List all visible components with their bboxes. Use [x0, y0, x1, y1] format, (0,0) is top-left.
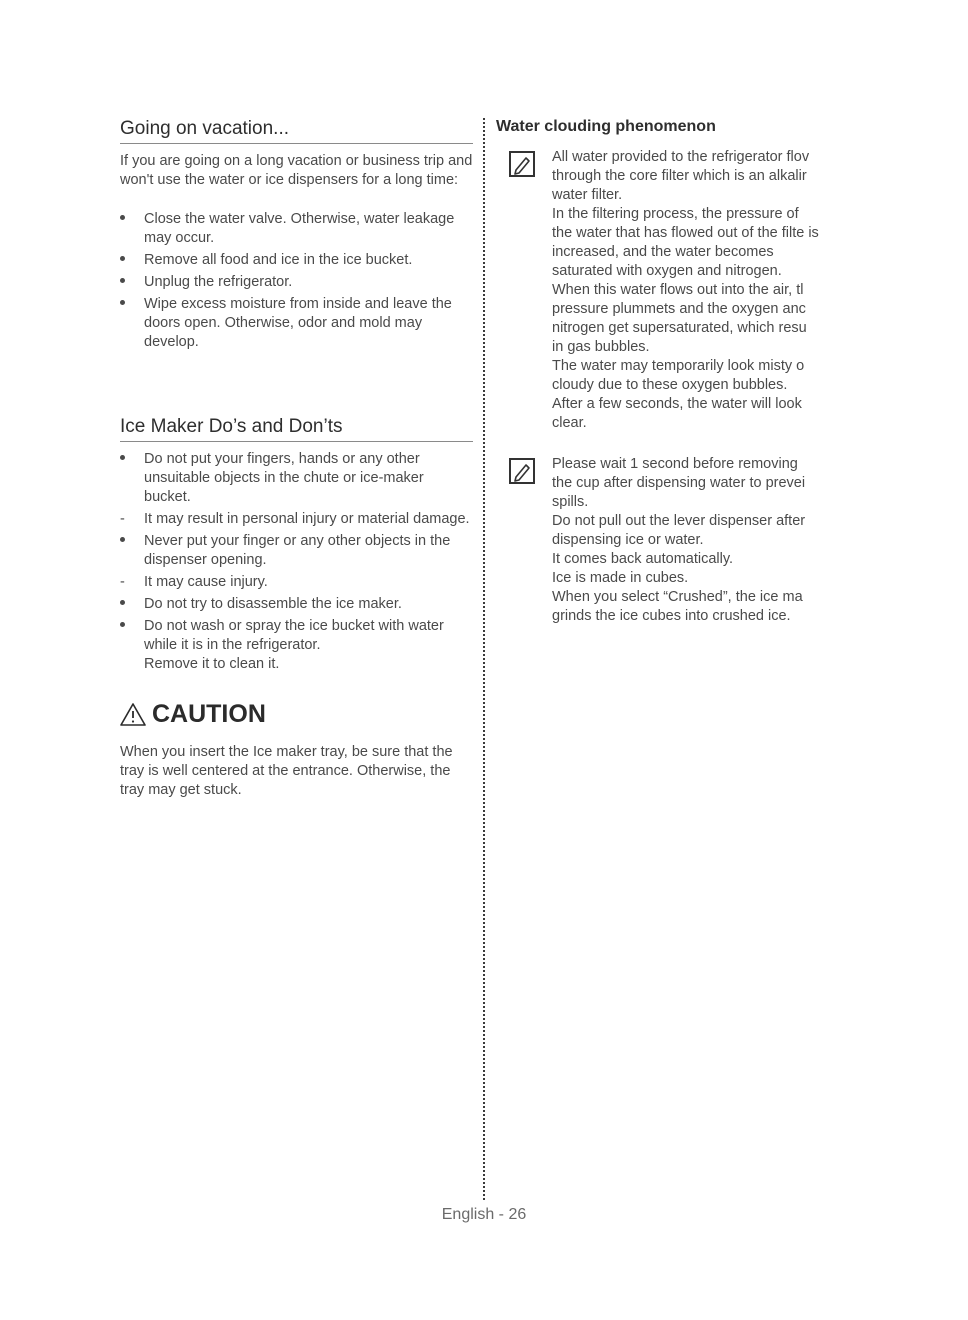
list-item: - It may cause injury. — [120, 574, 268, 590]
bullet-icon — [120, 595, 134, 614]
note-line: Do not pull out the lever dispenser after dispensing ice or water. — [552, 513, 806, 548]
bullet-icon — [120, 210, 134, 229]
note-icon — [508, 457, 536, 485]
warning-icon — [120, 703, 146, 726]
vacation-section — [120, 118, 473, 352]
list-item: Unplug the refrigerator. — [120, 273, 473, 292]
note-line: Ice is made in cubes. — [552, 570, 689, 586]
vacation-list — [120, 210, 473, 352]
vacation-heading: Going on vacation... — [120, 118, 473, 144]
page-number: English - 26 — [441, 1206, 527, 1223]
icemaker-section — [120, 416, 473, 674]
vacation-intro: If you are going on a long vacation or business trip and won't use the water or ice dispensers for a long time: — [120, 153, 473, 188]
note-line: In the filtering process, the pressure of the water that has flowed out of the filte is increased, and the water becomes saturated with oxygen and nitrogen. — [552, 206, 819, 279]
icemaker-list — [120, 450, 473, 674]
list-item: Do not wash or spray the ice bucket with water while it is in the refrigerator. — [120, 617, 473, 655]
icemaker-heading: Ice Maker Do’s and Don’ts — [120, 416, 473, 442]
right-column — [496, 118, 822, 626]
list-item: Close the water valve. Otherwise, water leakage may occur. — [120, 210, 473, 248]
column-divider — [483, 118, 485, 1200]
bullet-icon — [120, 295, 134, 314]
note-icon — [508, 150, 536, 178]
water-heading: Water clouding phenomenon — [496, 118, 716, 135]
note-block — [496, 455, 822, 626]
list-item: Remove all food and ice in the ice bucket. — [120, 251, 473, 270]
dash-icon: - — [120, 574, 125, 590]
note-block — [496, 148, 822, 433]
bullet-icon — [120, 617, 134, 636]
list-item: Wipe excess moisture from inside and leave the doors open. Otherwise, odor and mold may develop. — [120, 295, 473, 352]
note-line: It comes back automatically. — [552, 551, 734, 567]
left-column — [120, 118, 473, 800]
note-line: When you select “Crushed”, the ice ma grinds the ice cubes into crushed ice. — [552, 589, 803, 624]
bullet-icon — [120, 273, 134, 292]
note-line: All water provided to the refrigerator flov through the core filter which is an alkalir water filter. — [552, 149, 810, 203]
list-item: Remove it to clean it. — [144, 656, 280, 672]
note-line: The water may temporarily look misty o cloudy due to these oxygen bubbles. — [552, 358, 805, 393]
list-item: Do not try to disassemble the ice maker. — [120, 595, 473, 614]
list-item: Do not put your fingers, hands or any other unsuitable objects in the chute or ice-maker bucket. — [120, 450, 473, 507]
list-item: - It may result in personal injury or material damage. — [120, 511, 470, 527]
caution-section — [120, 700, 473, 800]
note-line: Please wait 1 second before removing the cup after dispensing water to prevei spills. — [552, 456, 806, 510]
caution-heading: CAUTION — [120, 700, 473, 729]
dash-icon: - — [120, 511, 125, 527]
note-line: When this water flows out into the air, tl pressure plummets and the oxygen anc nitrogen get supersaturated, which resu in gas bubbles. — [552, 282, 807, 355]
bullet-icon — [120, 532, 134, 551]
bullet-icon — [120, 450, 134, 469]
caution-text: When you insert the Ice maker tray, be sure that the tray is well centered at the entrance. Otherwise, the tray may get stuck. — [120, 744, 453, 798]
bullet-icon — [120, 251, 134, 270]
note-line: After a few seconds, the water will look clear. — [552, 396, 802, 431]
list-item: Never put your finger or any other objects in the dispenser opening. — [120, 532, 473, 570]
